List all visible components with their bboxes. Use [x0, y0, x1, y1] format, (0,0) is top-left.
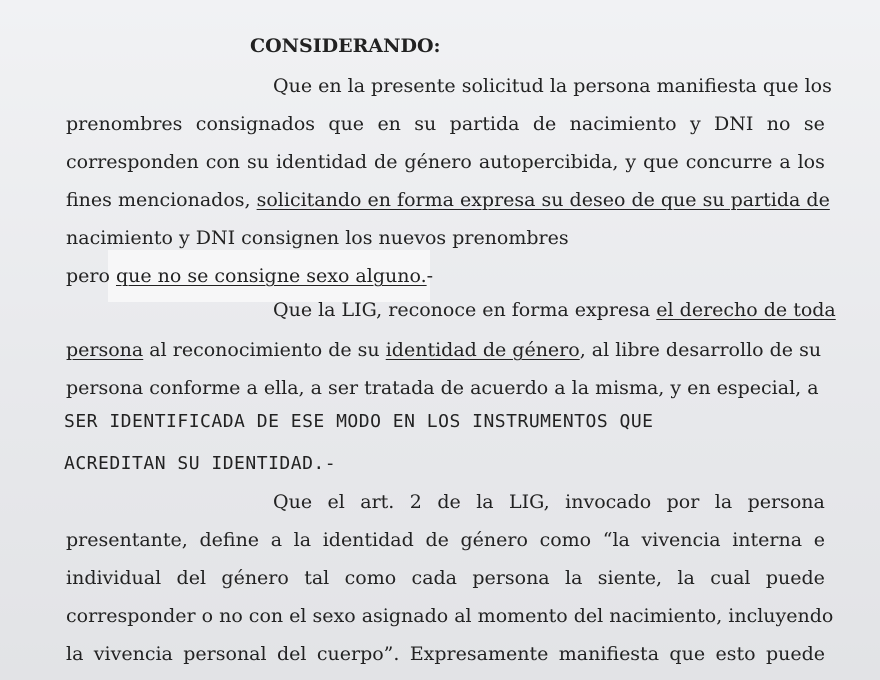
p2-line4: SER IDENTIFICADA DE ESE MODO EN LOS INSTRUMENTOS QUE: [64, 411, 654, 432]
p1-line1: Que en la presente solicitud la persona manifiesta que los: [273, 75, 832, 97]
word: DNI: [714, 113, 754, 135]
word: vivencia: [93, 643, 173, 665]
p1-line4-underlined: solicitando en forma expresa su deseo de que su partida de: [256, 189, 830, 211]
p1-line6-underlined: que no se consigne sexo alguno.: [115, 265, 427, 287]
word: individual: [66, 567, 162, 589]
word: la: [476, 491, 494, 513]
word: interna: [732, 529, 803, 551]
word: persona: [472, 567, 550, 589]
p2-line1: [273, 298, 836, 322]
word: su: [247, 151, 269, 173]
p1-line3: [66, 150, 825, 174]
word: puede: [765, 643, 825, 665]
word: como: [344, 567, 397, 589]
word: autopercibida,: [478, 151, 619, 173]
word: de: [437, 491, 461, 513]
p2-line1-underlined: el derecho de toda: [656, 299, 836, 321]
word: de: [532, 113, 557, 135]
p1-line2: [66, 112, 825, 136]
word: siente,: [597, 567, 663, 589]
word: la: [677, 567, 695, 589]
word: género: [221, 567, 289, 589]
word: consignados: [195, 113, 316, 135]
p2-line2-text-a: al reconocimiento de su: [149, 339, 380, 361]
word: vivencia: [641, 529, 721, 551]
word: define: [199, 529, 260, 551]
word: nacimiento: [569, 113, 677, 135]
word: art.: [360, 491, 395, 513]
word: que: [328, 113, 365, 135]
word: 2: [409, 491, 422, 513]
p1-line5: nacimiento y DNI consignen los nuevos prenombres: [66, 227, 569, 249]
p3-line1: [273, 490, 825, 514]
word: a: [779, 151, 791, 173]
word: concurre: [685, 151, 773, 173]
p1-line4-text: fines mencionados,: [66, 189, 251, 211]
word: y: [689, 113, 701, 135]
word: por: [666, 491, 700, 513]
p2-line1-text: Que la LIG, reconoce en forma expresa: [273, 299, 651, 321]
word: de: [425, 529, 449, 551]
word: invocado: [565, 491, 652, 513]
p3-line4: corresponder o no con el sexo asignado al momento del nacimiento, incluyendo: [66, 605, 834, 627]
word: LIG,: [509, 491, 550, 513]
word: persona: [747, 491, 825, 513]
word: del: [276, 643, 307, 665]
word: los: [797, 151, 825, 173]
word: e: [813, 529, 825, 551]
word: manifiesta: [558, 643, 660, 665]
word: se: [803, 113, 825, 135]
word: y: [625, 151, 637, 173]
p1-line6-tail: -: [426, 265, 434, 287]
word: con: [205, 151, 241, 173]
word: la: [565, 567, 583, 589]
word: a: [270, 529, 283, 551]
word: identidad: [322, 529, 414, 551]
word: personal: [183, 643, 267, 665]
word: su: [414, 113, 437, 135]
p2-line2-text-b: , al libre desarrollo de su: [579, 339, 822, 361]
word: la: [293, 529, 312, 551]
p3-line5: [66, 642, 825, 666]
word: tal: [304, 567, 330, 589]
word: que: [643, 151, 679, 173]
p3-line3: [66, 566, 825, 590]
word: prenombres: [66, 113, 183, 135]
word: Expresamente: [409, 643, 549, 665]
p1-line4: [66, 188, 830, 212]
word: en: [377, 113, 401, 135]
p1-line6-text: pero: [66, 265, 110, 287]
p2-line5: ACREDITAN SU IDENTIDAD.-: [64, 453, 337, 474]
word: que: [669, 643, 706, 665]
word: el: [327, 491, 345, 513]
word: cada: [411, 567, 458, 589]
p1-line6: [66, 264, 433, 288]
word: identidad: [275, 151, 368, 173]
p3-line2: [66, 528, 825, 552]
word: puede: [765, 567, 825, 589]
word: partida: [449, 113, 520, 135]
word: la: [66, 643, 84, 665]
word: presentante,: [66, 529, 188, 551]
p2-line2: [66, 338, 821, 362]
word: género: [404, 151, 472, 173]
word: cual: [710, 567, 751, 589]
word: corresponden: [66, 151, 199, 173]
word: como: [539, 529, 592, 551]
p2-line2-underlined-b: identidad de género: [385, 339, 580, 361]
word: género: [460, 529, 528, 551]
word: cuerpo”.: [316, 643, 400, 665]
word: “la: [602, 529, 630, 551]
word: del: [176, 567, 207, 589]
word: la: [714, 491, 733, 513]
word: Que: [273, 491, 313, 513]
word: esto: [715, 643, 756, 665]
p2-line2-underlined-a: persona: [66, 339, 144, 361]
p2-line3: persona conforme a ella, a ser tratada de acuerdo a la misma, y en especial, a: [66, 377, 819, 399]
word: no: [766, 113, 791, 135]
heading: CONSIDERANDO:: [250, 35, 441, 57]
word: de: [374, 151, 398, 173]
